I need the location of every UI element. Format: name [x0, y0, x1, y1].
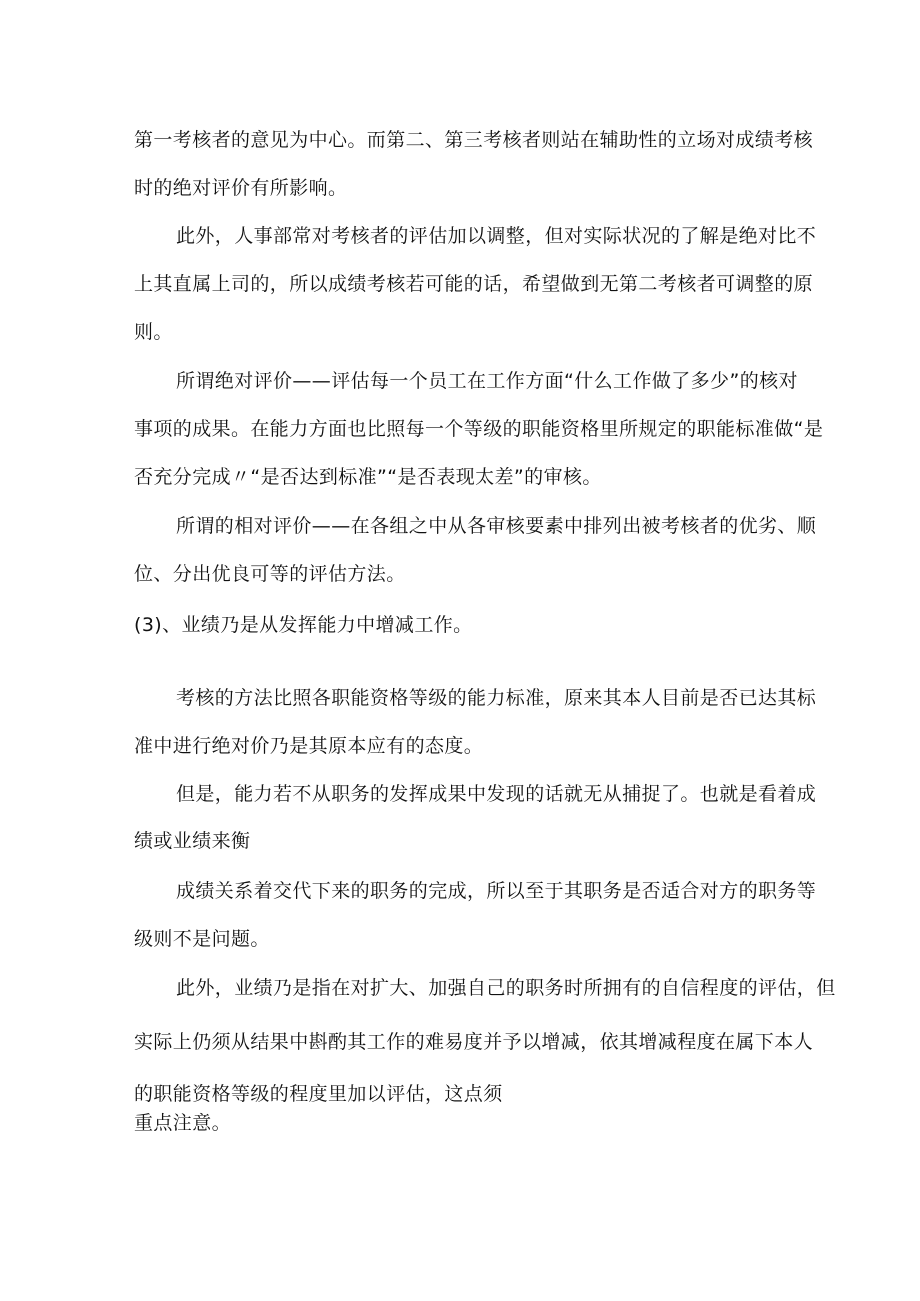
text-line: 则。	[134, 321, 173, 343]
text-line: 上其直属上司的，所以成绩考核若可能的话，希望做到无第二考核者可调整的原	[134, 273, 814, 295]
paragraph-start-line: 此外，业绩乃是指在对扩大、加强自己的职务时所拥有的自信程度的评估，但	[176, 977, 836, 999]
text-line: 位、分出优良可等的评估方法。	[134, 563, 406, 585]
text-line: 时的绝对评价有所影响。	[134, 177, 348, 199]
text-line: 级则不是问题。	[134, 928, 270, 950]
paragraph-start-line: 所谓的相对评价——在各组之中从各审核要素中排列出被考核者的优劣、顺	[176, 515, 817, 537]
paragraph-start-line: 此外，人事部常对考核者的评估加以调整，但对实际状况的了解是绝对比不	[176, 225, 817, 247]
section-heading: (3)、业绩乃是从发挥能力中增减工作。	[134, 614, 473, 636]
text-line: 的职能资格等级的程度里加以评估，这点须	[134, 1083, 503, 1105]
text-line: 第一考核者的意见为中心。而第二、第三考核者则站在辅助性的立场对成绩考核	[134, 129, 814, 151]
paragraph-start-line: 所谓绝对评价——评估每一个员工在工作方面“什么工作做了多少”的核对	[176, 370, 798, 392]
text-line: 绩或业绩来衡	[134, 830, 251, 852]
text-line: 事项的成果。在能力方面也比照每一个等级的职能资格里所规定的职能标准做“是	[134, 418, 824, 440]
text-line: 否充分完成〃“是否达到标准”“是否表现太差”的审核。	[134, 466, 602, 488]
paragraph-start-line: 成绩关系着交代下来的职务的完成，所以至于其职务是否适合对方的职务等	[176, 880, 817, 902]
text-line: 重点注意。	[134, 1112, 232, 1134]
paragraph-start-line: 但是，能力若不从职务的发挥成果中发现的话就无从捕捉了。也就是看着成	[176, 783, 817, 805]
paragraph-start-line: 考核的方法比照各职能资格等级的能力标准，原来其本人目前是否已达其标	[176, 687, 817, 709]
text-line: 准中进行绝对价乃是其原本应有的态度。	[134, 735, 484, 757]
text-line: 实际上仍须从结果中斟酌其工作的难易度并予以增减，依其增减程度在属下本人	[134, 1031, 814, 1053]
